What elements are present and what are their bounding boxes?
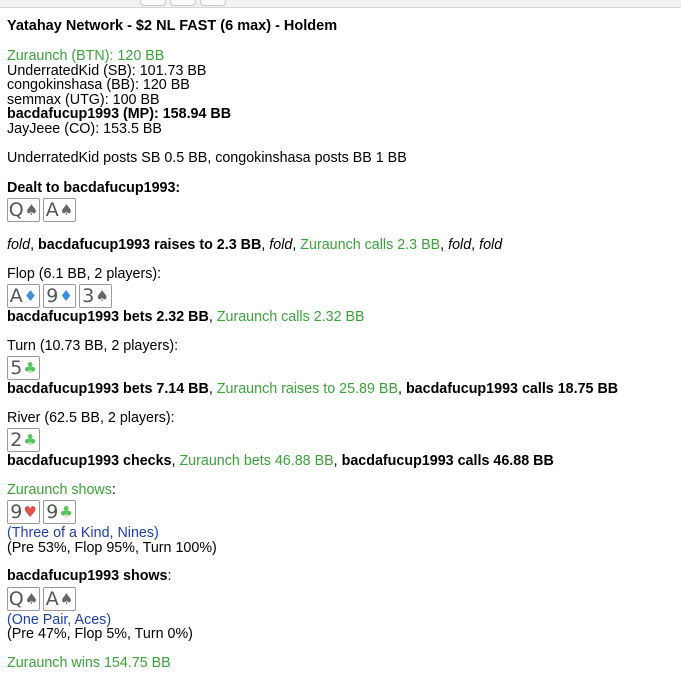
action: bacdafucup1993 bets 7.14 BB: [7, 381, 209, 397]
action: Zuraunch calls 2.32 BB: [216, 309, 365, 325]
playing-card: [7, 284, 40, 308]
separator: ,: [208, 381, 217, 397]
spade-icon: ♠: [59, 201, 74, 219]
showdown-hero: [7, 569, 675, 584]
separator: ,: [471, 237, 480, 253]
card-rank: 5: [10, 357, 23, 379]
spade-icon: ♠: [24, 201, 39, 219]
flop-label: Flop (6.1 BB, 2 players):: [7, 265, 162, 282]
seat-co: JayJeee (CO): 153.5 BB: [7, 120, 162, 137]
action: fold: [448, 237, 472, 253]
action: fold: [7, 237, 31, 253]
action: fold: [269, 237, 293, 253]
action: bacdafucup1993 bets 2.32 BB: [7, 309, 209, 325]
player-name: Zuraunch shows: [7, 481, 112, 498]
blinds-line: UnderratedKid posts SB 0.5 BB, congokinshasa posts BB 1 BB: [7, 150, 407, 166]
separator: :: [111, 481, 116, 498]
hero-cards: [7, 587, 675, 611]
playing-card: [43, 284, 76, 308]
seat-sb: UnderratedKid (SB): 101.73 BB: [7, 62, 207, 79]
separator: ,: [261, 237, 270, 253]
dealt-label: Dealt to bacdafucup1993:: [7, 179, 181, 196]
card-rank: A: [45, 587, 59, 610]
browser-top-bar: [0, 0, 681, 8]
spade-icon: ♠: [59, 589, 74, 608]
action: fold: [479, 237, 503, 253]
club-icon: ♣: [59, 503, 73, 521]
flop-cards: [7, 284, 675, 308]
card-rank: 3: [82, 285, 95, 307]
club-icon: ♣: [23, 359, 37, 377]
action: bacdafucup1993 checks: [7, 453, 172, 469]
separator: :: [167, 568, 172, 584]
playing-card: [7, 428, 40, 452]
turn-label: Turn (10.73 BB, 2 players):: [7, 337, 179, 354]
hand-title: Yatahay Network - $2 NL FAST (6 max) - Holdem: [7, 18, 338, 34]
seat-btn: Zuraunch (BTN): 120 BB: [7, 48, 165, 64]
seat-bb: congokinshasa (BB): 120 BB: [7, 77, 190, 93]
showdown-villain: [7, 483, 675, 498]
spade-icon: ♠: [95, 287, 109, 305]
turn-cards: [7, 356, 675, 380]
separator: ,: [333, 453, 342, 469]
action: Zuraunch bets 46.88 BB: [179, 453, 334, 469]
preflop-actions: [7, 238, 675, 253]
club-icon: ♣: [23, 431, 37, 449]
hand-history: [7, 18, 675, 670]
action: Zuraunch calls 2.3 BB: [300, 237, 441, 253]
playing-card: [43, 198, 76, 222]
card-rank: 9: [10, 501, 23, 523]
villain-cards: [7, 500, 675, 524]
seat-utg: semmax (UTG): 100 BB: [7, 91, 160, 108]
card-rank: A: [45, 199, 59, 221]
result-line: Zuraunch wins 154.75 BB: [7, 654, 171, 671]
playing-card: [7, 500, 40, 524]
toolbar-button[interactable]: [200, 0, 226, 6]
playing-card: [79, 284, 112, 308]
card-rank: Q: [8, 199, 24, 221]
action: Zuraunch raises to 25.89 BB: [216, 381, 398, 397]
playing-card: [7, 587, 40, 611]
card-rank: 9: [46, 285, 59, 307]
villain-hand-rank: (Three of a Kind, Nines): [7, 525, 159, 541]
playing-card: [7, 356, 40, 380]
playing-card: [7, 198, 40, 222]
turn-actions: [7, 382, 675, 397]
card-rank: 9: [46, 501, 59, 523]
flop-actions: [7, 310, 675, 325]
action: bacdafucup1993 calls 46.88 BB: [341, 453, 554, 469]
player-name: bacdafucup1993 shows: [7, 568, 168, 584]
river-cards: [7, 428, 675, 452]
separator: ,: [30, 237, 39, 253]
spade-icon: ♠: [24, 589, 39, 608]
separator: ,: [292, 237, 301, 253]
action: bacdafucup1993 raises to 2.3 BB: [38, 237, 262, 253]
card-rank: Q: [8, 587, 24, 610]
diamond-icon: ♦: [23, 287, 38, 305]
hero-equity: (Pre 47%, Flop 5%, Turn 0%): [7, 626, 193, 642]
separator: ,: [440, 237, 449, 253]
seat-list: [7, 49, 675, 136]
seat-mp-hero: bacdafucup1993 (MP): 158.94 BB: [7, 106, 232, 122]
card-rank: A: [9, 285, 23, 307]
diamond-icon: ♦: [59, 287, 73, 305]
playing-card: [43, 587, 76, 611]
separator: ,: [397, 381, 406, 397]
action: bacdafucup1993 calls 18.75 BB: [405, 381, 619, 397]
playing-card: [43, 500, 76, 524]
card-rank: 2: [10, 429, 23, 451]
hole-cards: [7, 198, 675, 222]
hero-hand-rank: (One Pair, Aces): [7, 611, 112, 628]
toolbar-button[interactable]: [170, 0, 196, 6]
heart-icon: ♥: [23, 503, 37, 521]
river-actions: [7, 454, 675, 469]
toolbar-button[interactable]: [140, 0, 166, 6]
river-label: River (62.5 BB, 2 players):: [7, 409, 175, 426]
separator: ,: [208, 309, 217, 325]
separator: ,: [171, 453, 180, 469]
villain-equity: (Pre 53%, Flop 95%, Turn 100%): [7, 539, 217, 556]
